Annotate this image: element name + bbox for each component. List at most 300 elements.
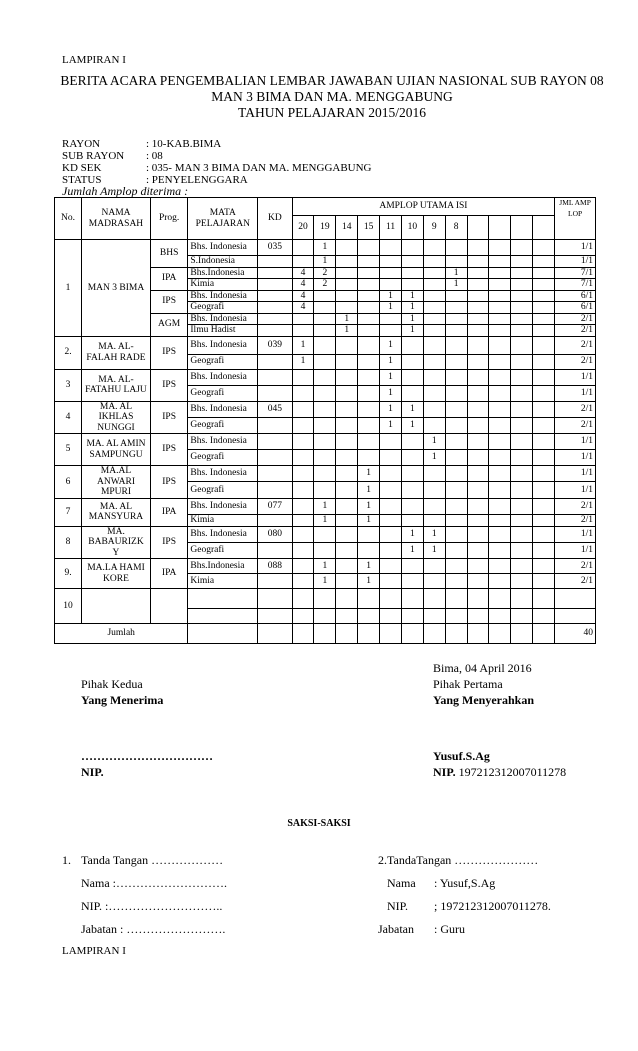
cell-amplop-count	[358, 313, 380, 325]
cell-amplop-count: 1	[292, 354, 314, 369]
cell-amplop-count	[292, 240, 314, 256]
cell-amplop-count: 1	[380, 354, 402, 369]
cell-amplop-count	[423, 354, 445, 369]
cell-jml-amplop: 1/1	[555, 256, 596, 268]
cell-amplop-count	[511, 313, 533, 325]
cell-amplop-count	[336, 450, 358, 466]
cell-jml-amplop: 2/1	[555, 574, 596, 589]
cell-amplop-count	[380, 542, 402, 558]
cell-amplop-count	[533, 302, 555, 314]
cell-amplop-count	[489, 434, 511, 450]
table-row	[55, 336, 596, 354]
total-empty-cell	[258, 624, 292, 644]
cell-amplop-count	[423, 482, 445, 498]
cell-amplop-count: 4	[292, 302, 314, 314]
meta-value-sub-rayon: : 08	[146, 150, 163, 162]
cell-amplop-count	[489, 279, 511, 291]
total-empty-cell	[292, 624, 314, 644]
cell-amplop-count	[533, 336, 555, 354]
witness2-nama-value: : Yusuf,S.Ag	[434, 876, 496, 890]
cell-prog: IPA	[150, 267, 188, 290]
cell-amplop-count	[445, 514, 467, 526]
cell-amplop-count	[336, 417, 358, 433]
header-no: No.	[55, 198, 82, 240]
cell-amplop-count	[489, 369, 511, 385]
cell-amplop-count	[314, 542, 336, 558]
cell-amplop-count	[380, 240, 402, 256]
cell-mata-pelajaran: S.Indonesia	[188, 256, 258, 268]
header-mata-pelajaran: MATA PELAJARAN	[188, 198, 258, 240]
cell-amplop-count	[511, 290, 533, 302]
cell-no: 1	[55, 240, 82, 337]
cell-amplop-count	[445, 559, 467, 574]
cell-kd	[258, 313, 292, 325]
cell-amplop-count: 1	[336, 325, 358, 337]
cell-amplop-count	[445, 313, 467, 325]
cell-amplop-count	[489, 354, 511, 369]
total-label: Jumlah	[55, 624, 188, 644]
cell-nama-madrasah: MA. BABAURIZK Y	[82, 526, 151, 559]
header-amplop-code: 11	[380, 216, 402, 240]
cell-amplop-count	[445, 325, 467, 337]
witness2-nip-label: NIP.	[387, 899, 409, 913]
saksi-title: SAKSI-SAKSI	[287, 818, 351, 829]
cell-jml-amplop: 1/1	[555, 466, 596, 482]
cell-amplop-count	[467, 369, 489, 385]
cell-amplop-count	[423, 279, 445, 291]
cell-amplop-count	[489, 514, 511, 526]
cell-amplop-count	[489, 401, 511, 417]
cell-amplop-count	[489, 290, 511, 302]
cell-amplop-count	[423, 290, 445, 302]
cell-amplop-count	[489, 482, 511, 498]
cell-amplop-count	[423, 369, 445, 385]
cell-jml-amplop: 6/1	[555, 290, 596, 302]
table-row	[55, 559, 596, 574]
cell-amplop-count	[380, 482, 402, 498]
cell-amplop-count: 1	[380, 417, 402, 433]
header-jml-amplop: JML AMP LOP	[555, 198, 596, 240]
cell-amplop-count	[292, 325, 314, 337]
cell-amplop-count	[445, 434, 467, 450]
cell-mata-pelajaran: Bhs. Indonesia	[188, 336, 258, 354]
cell-amplop-count	[489, 256, 511, 268]
cell-amplop-count	[336, 542, 358, 558]
header-amplop-code	[511, 216, 533, 240]
cell-mata-pelajaran: Bhs. Indonesia	[188, 290, 258, 302]
cell-amplop-count	[511, 302, 533, 314]
cell-no: 10	[55, 589, 82, 624]
cell-jml-amplop: 1/1	[555, 450, 596, 466]
cell-amplop-count	[511, 279, 533, 291]
witness2-jabatan-value: : Guru	[434, 922, 465, 936]
cell-amplop-count	[292, 482, 314, 498]
cell-prog: IPS	[150, 526, 188, 559]
cell-mata-pelajaran: Bhs. Indonesia	[188, 369, 258, 385]
cell-amplop-count: 1	[314, 574, 336, 589]
cell-amplop-count	[533, 313, 555, 325]
cell-prog: IPS	[150, 401, 188, 434]
cell-amplop-count	[336, 240, 358, 256]
cell-amplop-count	[292, 559, 314, 574]
cell-amplop-count	[511, 482, 533, 498]
cell-amplop-count	[445, 589, 467, 609]
cell-amplop-count	[314, 609, 336, 624]
cell-kd: 088	[258, 559, 292, 574]
signature-left-role: Pihak Kedua	[81, 677, 143, 691]
header-kd: KD	[258, 198, 292, 240]
cell-amplop-count	[467, 256, 489, 268]
cell-amplop-count	[401, 514, 423, 526]
cell-amplop-count: 1	[336, 313, 358, 325]
cell-amplop-count	[445, 302, 467, 314]
cell-amplop-count	[292, 256, 314, 268]
cell-amplop-count	[445, 401, 467, 417]
cell-mata-pelajaran: Geografi	[188, 542, 258, 558]
signature-right-sub: Yang Menyerahkan	[433, 693, 535, 707]
cell-amplop-count	[380, 279, 402, 291]
cell-no: 7	[55, 498, 82, 526]
cell-amplop-count	[511, 450, 533, 466]
cell-amplop-count	[423, 559, 445, 574]
cell-amplop-count	[423, 256, 445, 268]
cell-amplop-count	[380, 589, 402, 609]
cell-prog: IPS	[150, 466, 188, 499]
total-empty-cell	[533, 624, 555, 644]
cell-amplop-count	[423, 240, 445, 256]
cell-prog: IPS	[150, 434, 188, 466]
header-amplop-code: 8	[445, 216, 467, 240]
cell-amplop-count	[423, 609, 445, 624]
cell-jml-amplop: 2/1	[555, 354, 596, 369]
cell-amplop-count	[533, 498, 555, 514]
total-row	[55, 624, 596, 644]
cell-kd	[258, 385, 292, 401]
total-empty-cell	[380, 624, 402, 644]
cell-amplop-count	[358, 325, 380, 337]
cell-amplop-count	[489, 417, 511, 433]
cell-no: 6	[55, 466, 82, 499]
total-empty-cell	[314, 624, 336, 644]
cell-amplop-count	[401, 354, 423, 369]
cell-amplop-count	[467, 514, 489, 526]
cell-amplop-count	[511, 498, 533, 514]
cell-amplop-count: 1	[314, 514, 336, 526]
cell-amplop-count	[358, 302, 380, 314]
cell-amplop-count	[380, 609, 402, 624]
signature-place-date: Bima, 04 April 2016	[433, 661, 532, 675]
cell-mata-pelajaran: Bhs.Indonesia	[188, 267, 258, 279]
table-row	[55, 401, 596, 417]
cell-kd	[258, 514, 292, 526]
cell-amplop-count	[314, 417, 336, 433]
cell-amplop-count	[336, 434, 358, 450]
cell-amplop-count	[511, 609, 533, 624]
cell-amplop-count	[467, 336, 489, 354]
cell-amplop-count	[445, 574, 467, 589]
cell-mata-pelajaran: Bhs. Indonesia	[188, 401, 258, 417]
cell-amplop-count	[423, 302, 445, 314]
cell-amplop-count	[380, 267, 402, 279]
cell-kd	[258, 354, 292, 369]
cell-amplop-count: 1	[401, 542, 423, 558]
cell-amplop-count	[467, 450, 489, 466]
cell-amplop-count	[489, 589, 511, 609]
cell-amplop-count	[314, 401, 336, 417]
cell-amplop-count	[336, 256, 358, 268]
witness2-nama-label: Nama	[387, 876, 416, 890]
header-amplop-code: 14	[336, 216, 358, 240]
cell-amplop-count	[423, 589, 445, 609]
header-amplop-utama-isi: AMPLOP UTAMA ISI	[292, 198, 555, 216]
cell-mata-pelajaran: Bhs. Indonesia	[188, 466, 258, 482]
amplop-table	[54, 197, 596, 644]
cell-amplop-count	[489, 385, 511, 401]
cell-amplop-count	[489, 267, 511, 279]
cell-kd: 035	[258, 240, 292, 256]
cell-prog: IPS	[150, 336, 188, 369]
cell-amplop-count	[511, 325, 533, 337]
document-title-line1: BERITA ACARA PENGEMBALIAN LEMBAR JAWABAN UJIAN NASIONAL SUB RAYON 08	[60, 73, 604, 88]
witness1-nip: NIP. :………………………..	[81, 899, 223, 913]
cell-kd	[258, 369, 292, 385]
cell-amplop-count	[292, 609, 314, 624]
cell-amplop-count	[511, 589, 533, 609]
signature-left-nip: NIP.	[81, 765, 104, 779]
cell-amplop-count: 1	[380, 385, 402, 401]
cell-amplop-count	[445, 542, 467, 558]
cell-amplop-count	[336, 290, 358, 302]
cell-amplop-count	[467, 401, 489, 417]
cell-jml-amplop: 2/1	[555, 514, 596, 526]
jumlah-amplop-diterima: Jumlah Amplop diterima :	[62, 184, 189, 198]
total-empty-cell	[489, 624, 511, 644]
cell-amplop-count	[336, 589, 358, 609]
cell-nama-madrasah: MA. AL AMIN SAMPUNGU	[82, 434, 151, 466]
cell-amplop-count: 2	[314, 279, 336, 291]
cell-mata-pelajaran: Bhs. Indonesia	[188, 434, 258, 450]
cell-amplop-count	[489, 609, 511, 624]
cell-amplop-count	[511, 559, 533, 574]
cell-jml-amplop: 1/1	[555, 482, 596, 498]
cell-kd	[258, 325, 292, 337]
cell-amplop-count	[445, 609, 467, 624]
cell-amplop-count	[358, 336, 380, 354]
cell-nama-madrasah: MA. AL IKHLAS NUNGGI	[82, 401, 151, 434]
cell-amplop-count	[314, 354, 336, 369]
cell-amplop-count	[336, 302, 358, 314]
cell-amplop-count	[336, 498, 358, 514]
cell-amplop-count	[467, 482, 489, 498]
cell-amplop-count	[380, 498, 402, 514]
cell-amplop-count: 1	[314, 498, 336, 514]
cell-no: 4	[55, 401, 82, 434]
cell-amplop-count	[511, 514, 533, 526]
signature-right-name: Yusuf.S.Ag	[433, 749, 490, 763]
cell-jml-amplop: 1/1	[555, 542, 596, 558]
cell-amplop-count	[511, 542, 533, 558]
cell-mata-pelajaran: Geografi	[188, 450, 258, 466]
cell-kd	[258, 302, 292, 314]
cell-amplop-count	[380, 434, 402, 450]
table-row	[55, 589, 596, 609]
witness1-nama: Nama :……………………….	[81, 876, 227, 890]
cell-amplop-count	[511, 526, 533, 542]
cell-amplop-count	[380, 559, 402, 574]
cell-prog: IPA	[150, 498, 188, 526]
cell-amplop-count	[314, 434, 336, 450]
cell-amplop-count	[401, 434, 423, 450]
cell-mata-pelajaran: Geografi	[188, 354, 258, 369]
cell-amplop-count	[358, 279, 380, 291]
cell-amplop-count	[445, 290, 467, 302]
cell-amplop-count	[292, 385, 314, 401]
cell-amplop-count	[467, 290, 489, 302]
cell-no: 3	[55, 369, 82, 401]
cell-amplop-count	[467, 466, 489, 482]
lampiran-label-bottom: LAMPIRAN I	[62, 945, 126, 957]
cell-amplop-count	[467, 313, 489, 325]
cell-amplop-count	[358, 354, 380, 369]
cell-mata-pelajaran: Ilmu Hadist	[188, 325, 258, 337]
total-value: 40	[555, 624, 596, 644]
cell-no: 9.	[55, 559, 82, 589]
cell-amplop-count	[533, 609, 555, 624]
cell-amplop-count: 1	[358, 574, 380, 589]
cell-amplop-count: 1	[445, 279, 467, 291]
cell-mata-pelajaran: Bhs.Indonesia	[188, 559, 258, 574]
cell-amplop-count	[401, 482, 423, 498]
cell-amplop-count	[292, 450, 314, 466]
signature-left-name: ……………………………	[81, 749, 213, 763]
cell-amplop-count: 1	[358, 498, 380, 514]
cell-jml-amplop	[555, 609, 596, 624]
cell-amplop-count	[358, 589, 380, 609]
cell-amplop-count: 1	[358, 482, 380, 498]
cell-amplop-count	[292, 542, 314, 558]
cell-amplop-count	[423, 417, 445, 433]
table-row	[55, 240, 596, 256]
cell-amplop-count	[489, 313, 511, 325]
cell-amplop-count	[489, 526, 511, 542]
cell-amplop-count: 1	[423, 526, 445, 542]
cell-amplop-count	[489, 240, 511, 256]
cell-kd	[258, 279, 292, 291]
cell-amplop-count	[533, 354, 555, 369]
signature-right-nip	[433, 765, 566, 780]
header-amplop-code: 10	[401, 216, 423, 240]
cell-mata-pelajaran: Kimia	[188, 279, 258, 291]
cell-mata-pelajaran: Geografi	[188, 302, 258, 314]
cell-amplop-count	[533, 574, 555, 589]
cell-amplop-count	[380, 256, 402, 268]
cell-jml-amplop: 7/1	[555, 267, 596, 279]
cell-amplop-count	[467, 267, 489, 279]
cell-prog	[150, 589, 188, 624]
cell-amplop-count: 1	[358, 559, 380, 574]
cell-amplop-count	[467, 385, 489, 401]
cell-amplop-count	[336, 267, 358, 279]
cell-amplop-count	[533, 526, 555, 542]
cell-amplop-count: 4	[292, 279, 314, 291]
witness1-tanda-tangan: Tanda Tangan ………………	[81, 853, 224, 867]
cell-amplop-count	[401, 574, 423, 589]
cell-amplop-count: 1	[380, 290, 402, 302]
cell-jml-amplop: 7/1	[555, 279, 596, 291]
cell-amplop-count	[511, 336, 533, 354]
meta-label-status: STATUS	[62, 174, 102, 186]
cell-kd: 039	[258, 336, 292, 354]
header-amplop-code	[467, 216, 489, 240]
cell-jml-amplop: 2/1	[555, 559, 596, 574]
cell-amplop-count	[314, 466, 336, 482]
cell-amplop-count: 1	[423, 434, 445, 450]
cell-amplop-count	[489, 450, 511, 466]
cell-nama-madrasah: MAN 3 BIMA	[82, 240, 151, 337]
cell-amplop-count: 1	[401, 417, 423, 433]
cell-amplop-count	[533, 514, 555, 526]
cell-nama-madrasah: MA. AL-FALAH RADE	[82, 336, 151, 369]
cell-amplop-count	[314, 589, 336, 609]
cell-amplop-count	[533, 482, 555, 498]
cell-amplop-count	[401, 609, 423, 624]
signature-right-nip-label: NIP.	[433, 765, 456, 779]
cell-jml-amplop: 2/1	[555, 313, 596, 325]
cell-amplop-count	[401, 336, 423, 354]
cell-amplop-count	[445, 498, 467, 514]
cell-amplop-count	[445, 417, 467, 433]
cell-amplop-count	[489, 302, 511, 314]
cell-kd	[258, 589, 292, 609]
cell-kd	[258, 574, 292, 589]
cell-amplop-count	[445, 256, 467, 268]
cell-amplop-count: 1	[380, 369, 402, 385]
cell-amplop-count	[314, 302, 336, 314]
cell-amplop-count	[336, 559, 358, 574]
cell-amplop-count	[467, 574, 489, 589]
cell-nama-madrasah: MA. AL MANSYURA	[82, 498, 151, 526]
cell-amplop-count	[511, 240, 533, 256]
cell-amplop-count	[533, 559, 555, 574]
cell-amplop-count	[292, 417, 314, 433]
cell-jml-amplop	[555, 589, 596, 609]
cell-amplop-count	[401, 450, 423, 466]
cell-amplop-count	[314, 385, 336, 401]
cell-amplop-count	[336, 279, 358, 291]
cell-amplop-count	[533, 279, 555, 291]
cell-amplop-count	[467, 542, 489, 558]
cell-amplop-count	[423, 498, 445, 514]
cell-kd	[258, 290, 292, 302]
cell-amplop-count	[467, 559, 489, 574]
cell-amplop-count	[336, 514, 358, 526]
cell-nama-madrasah: MA.LA HAMI KORE	[82, 559, 151, 589]
cell-amplop-count: 4	[292, 290, 314, 302]
cell-amplop-count	[511, 466, 533, 482]
cell-amplop-count	[336, 401, 358, 417]
signature-left-sub: Yang Menerima	[81, 693, 164, 707]
cell-amplop-count	[423, 466, 445, 482]
cell-amplop-count	[401, 589, 423, 609]
cell-prog: BHS	[150, 240, 188, 268]
cell-jml-amplop: 6/1	[555, 302, 596, 314]
cell-amplop-count: 2	[314, 267, 336, 279]
cell-amplop-count: 1	[380, 401, 402, 417]
cell-kd: 080	[258, 526, 292, 542]
cell-amplop-count	[489, 325, 511, 337]
cell-amplop-count	[533, 542, 555, 558]
cell-kd	[258, 267, 292, 279]
